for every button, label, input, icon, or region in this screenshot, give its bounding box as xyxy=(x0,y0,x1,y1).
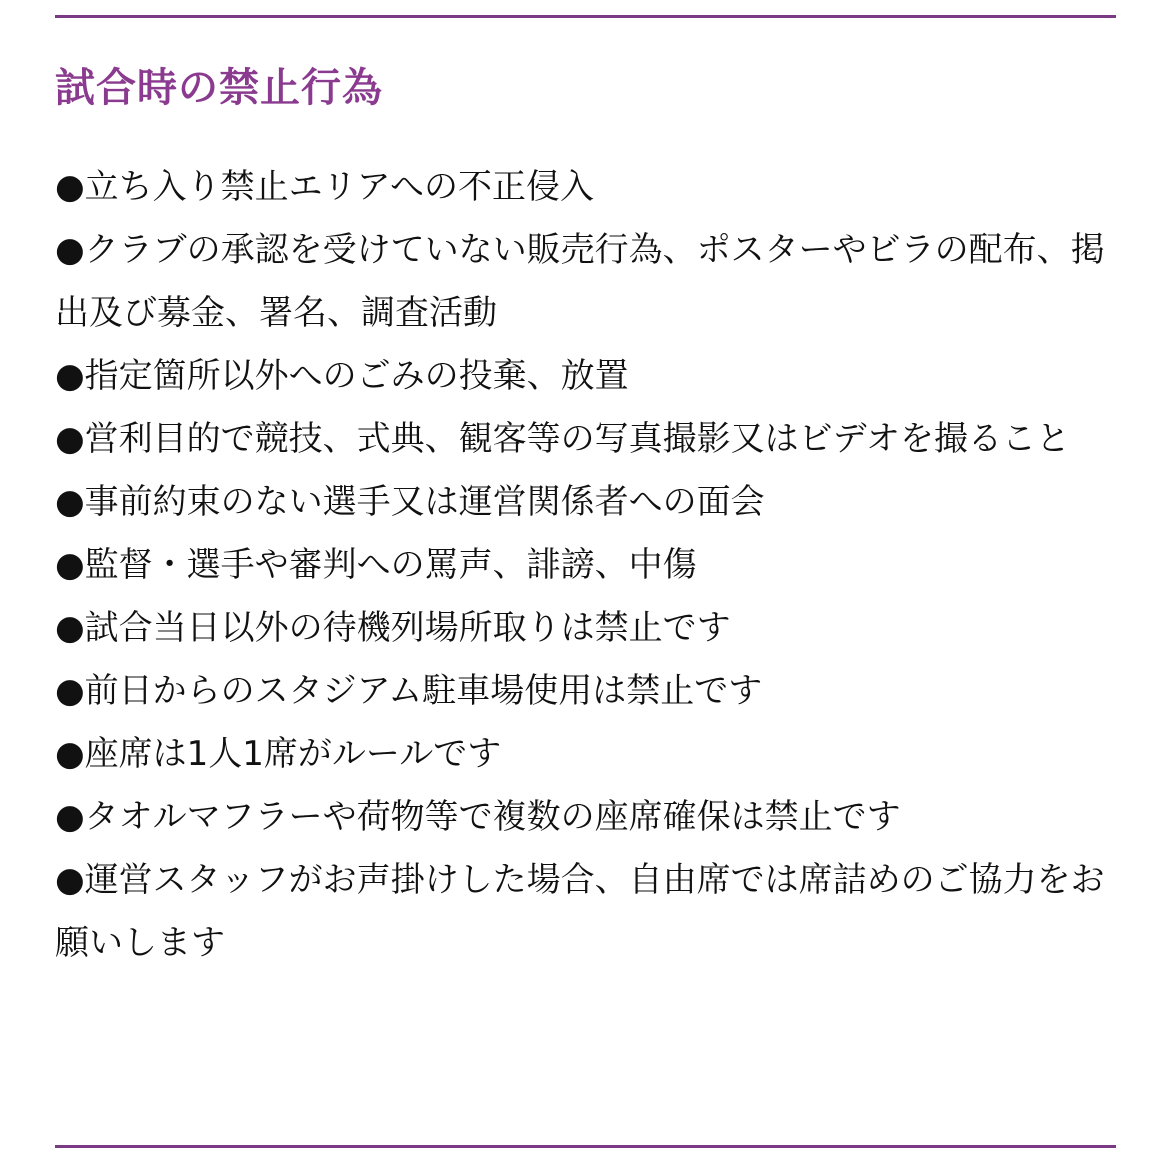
list-item: ●運営スタッフがお声掛けした場合、自由席では席詰めのご協力をお願いします xyxy=(55,860,1105,963)
list-item: ●監督・選手や審判への罵声、誹謗、中傷 xyxy=(55,545,697,585)
list-item: ●タオルマフラーや荷物等で複数の座席確保は禁止です xyxy=(55,797,901,837)
top-divider xyxy=(55,15,1116,18)
list-item: ●座席は1人1席がルールです xyxy=(55,734,502,774)
list-item: ●クラブの承認を受けていない販売行為、ポスターやビラの配布、掲出及び募金、署名、調査活動 xyxy=(55,230,1105,333)
list-item: ●前日からのスタジアム駐車場使用は禁止です xyxy=(55,671,763,711)
list-item: ●指定箇所以外へのごみの投棄、放置 xyxy=(55,356,629,396)
prohibited-items-list xyxy=(55,156,1120,975)
section-heading: 試合時の禁止行為 xyxy=(55,65,383,111)
list-item: ●事前約束のない選手又は運営関係者への面会 xyxy=(55,482,765,522)
list-item: ●営利目的で競技、式典、観客等の写真撮影又はビデオを撮ること xyxy=(55,419,1070,459)
list-item: ●立ち入り禁止エリアへの不正侵入 xyxy=(55,167,594,207)
bottom-divider xyxy=(55,1145,1116,1148)
list-item: ●試合当日以外の待機列場所取りは禁止です xyxy=(55,608,731,648)
